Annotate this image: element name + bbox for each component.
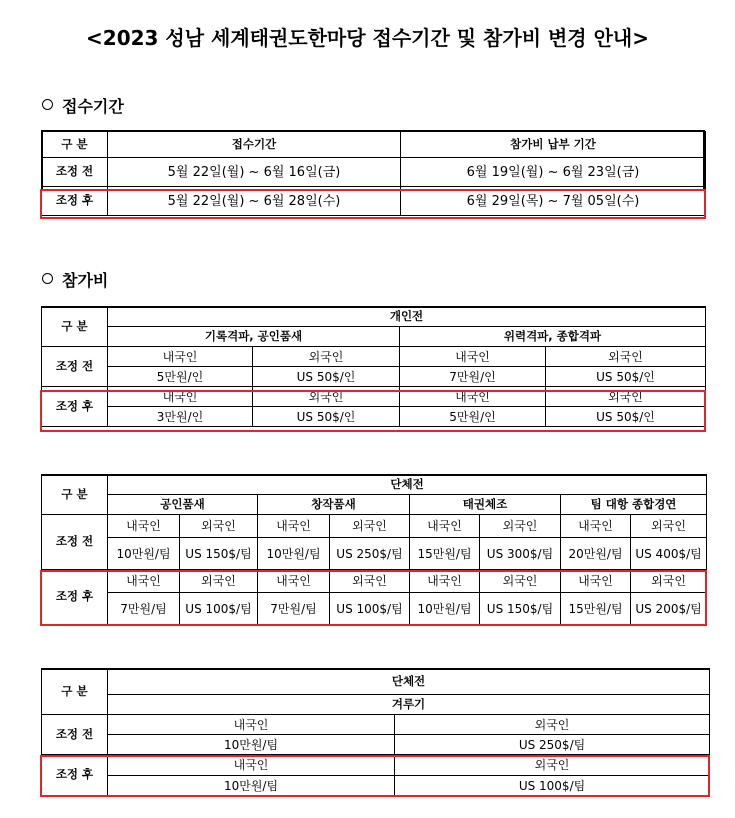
- cell: US 150$/팀: [180, 538, 258, 570]
- cell: 15만원/팀: [561, 593, 631, 625]
- table-row: [42, 187, 706, 216]
- table-row: [42, 407, 706, 427]
- circle-bullet-icon: [42, 99, 53, 110]
- kyorugi-fee-table: [41, 669, 710, 796]
- section-heading-period: [42, 94, 124, 117]
- sub-header: 내국인: [108, 387, 253, 407]
- header-category: 창작품새: [258, 495, 410, 515]
- cell: 6월 19일(월) ~ 6월 23일(금): [401, 158, 706, 187]
- cell: US 100$/팀: [395, 776, 710, 796]
- sub-header: 외국인: [253, 347, 400, 367]
- page-title: <2023 성남 세계태권도한마당 접수기간 및 참가비 변경 안내>: [86, 26, 649, 50]
- cell: US 400$/팀: [631, 538, 707, 570]
- header-category: 기록격파, 공인품새: [108, 327, 400, 347]
- cell: US 50$/인: [546, 407, 706, 427]
- sub-header: 내국인: [108, 347, 253, 367]
- cell: US 50$/인: [253, 407, 400, 427]
- header-division: 구 분: [42, 476, 108, 515]
- cell: 10만원/팀: [108, 538, 180, 570]
- cell: 5월 22일(월) ~ 6월 28일(수): [108, 187, 401, 216]
- sub-header: 외국인: [330, 515, 410, 538]
- cell: US 50$/인: [546, 367, 706, 387]
- sub-header: 내국인: [108, 755, 395, 776]
- cell: 20만원/팀: [561, 538, 631, 570]
- cell: US 150$/팀: [480, 593, 561, 625]
- header-group: 단체전: [108, 670, 710, 695]
- row-label: 조정 전: [42, 515, 108, 570]
- sub-header: 외국인: [546, 387, 706, 407]
- header-category: 공인품새: [108, 495, 258, 515]
- cell: US 250$/팀: [395, 735, 710, 755]
- header-division: 구 분: [42, 308, 108, 347]
- sub-header: 외국인: [395, 715, 710, 735]
- sub-header: 외국인: [330, 570, 410, 593]
- sub-header: 외국인: [395, 755, 710, 776]
- header-category: 겨루기: [108, 695, 710, 715]
- cell: 7만원/팀: [258, 593, 330, 625]
- cell: 10만원/팀: [108, 776, 395, 796]
- row-label: 조정 전: [42, 158, 108, 187]
- sub-header: 내국인: [561, 570, 631, 593]
- row-label: 조정 전: [42, 347, 108, 387]
- cell: 5월 22일(월) ~ 6월 16일(금): [108, 158, 401, 187]
- sub-header: 내국인: [410, 515, 480, 538]
- table-row: [42, 158, 706, 187]
- team-fee-table: [41, 475, 707, 625]
- sub-header: 내국인: [258, 570, 330, 593]
- row-label: 조정 후: [42, 187, 108, 216]
- table-row: [42, 735, 710, 755]
- sub-header: 외국인: [180, 515, 258, 538]
- sub-header: 내국인: [400, 387, 546, 407]
- table-top-border: [41, 306, 706, 308]
- header-group: 개인전: [108, 308, 706, 327]
- individual-fee-table: [41, 307, 706, 427]
- sub-header: 외국인: [631, 515, 707, 538]
- sub-header: 내국인: [108, 515, 180, 538]
- sub-header: 외국인: [180, 570, 258, 593]
- section-label: 접수기간: [62, 97, 124, 116]
- period-table: [41, 131, 706, 216]
- cell: US 50$/인: [253, 367, 400, 387]
- circle-bullet-icon: [42, 273, 53, 284]
- sub-header: 내국인: [108, 570, 180, 593]
- table-top-border: [41, 474, 707, 476]
- row-label: 조정 후: [42, 570, 108, 625]
- cell: 7만원/팀: [108, 593, 180, 625]
- table-row: [42, 776, 710, 796]
- sub-header: 내국인: [108, 715, 395, 735]
- sub-header: 내국인: [410, 570, 480, 593]
- cell: 6월 29일(목) ~ 7월 05일(수): [401, 187, 706, 216]
- cell: US 250$/팀: [330, 538, 410, 570]
- sub-header: 외국인: [480, 515, 561, 538]
- header-pay: 참가비 납부 기간: [401, 132, 706, 158]
- header-division: 구 분: [42, 670, 108, 715]
- table-row: [42, 367, 706, 387]
- cell: 5만원/인: [400, 407, 546, 427]
- cell: US 100$/팀: [330, 593, 410, 625]
- header-category: 태권체조: [410, 495, 561, 515]
- sub-header: 내국인: [561, 515, 631, 538]
- section-label: 참가비: [62, 271, 109, 290]
- row-label: 조정 후: [42, 755, 108, 796]
- header-category: 팀 대항 종합경연: [561, 495, 707, 515]
- table-row: [42, 593, 707, 625]
- sub-header: 외국인: [480, 570, 561, 593]
- cell: US 100$/팀: [180, 593, 258, 625]
- cell: 10만원/팀: [108, 735, 395, 755]
- sub-header: 내국인: [258, 515, 330, 538]
- row-label: 조정 후: [42, 387, 108, 427]
- cell: 5만원/인: [108, 367, 253, 387]
- row-label: 조정 전: [42, 715, 108, 755]
- cell: 10만원/팀: [410, 593, 480, 625]
- cell: 7만원/인: [400, 367, 546, 387]
- section-heading-fee: [42, 268, 108, 291]
- cell: 15만원/팀: [410, 538, 480, 570]
- sub-header: 외국인: [631, 570, 707, 593]
- cell: 3만원/인: [108, 407, 253, 427]
- cell: US 200$/팀: [631, 593, 707, 625]
- header-group: 단체전: [108, 476, 707, 495]
- sub-header: 외국인: [546, 347, 706, 367]
- table-top-border: [41, 668, 710, 670]
- cell: US 300$/팀: [480, 538, 561, 570]
- sub-header: 내국인: [400, 347, 546, 367]
- table-row: [42, 538, 707, 570]
- sub-header: 외국인: [253, 387, 400, 407]
- header-category: 위력격파, 종합격파: [400, 327, 706, 347]
- cell: 10만원/팀: [258, 538, 330, 570]
- header-division: 구 분: [42, 132, 108, 158]
- header-apply: 접수기간: [108, 132, 401, 158]
